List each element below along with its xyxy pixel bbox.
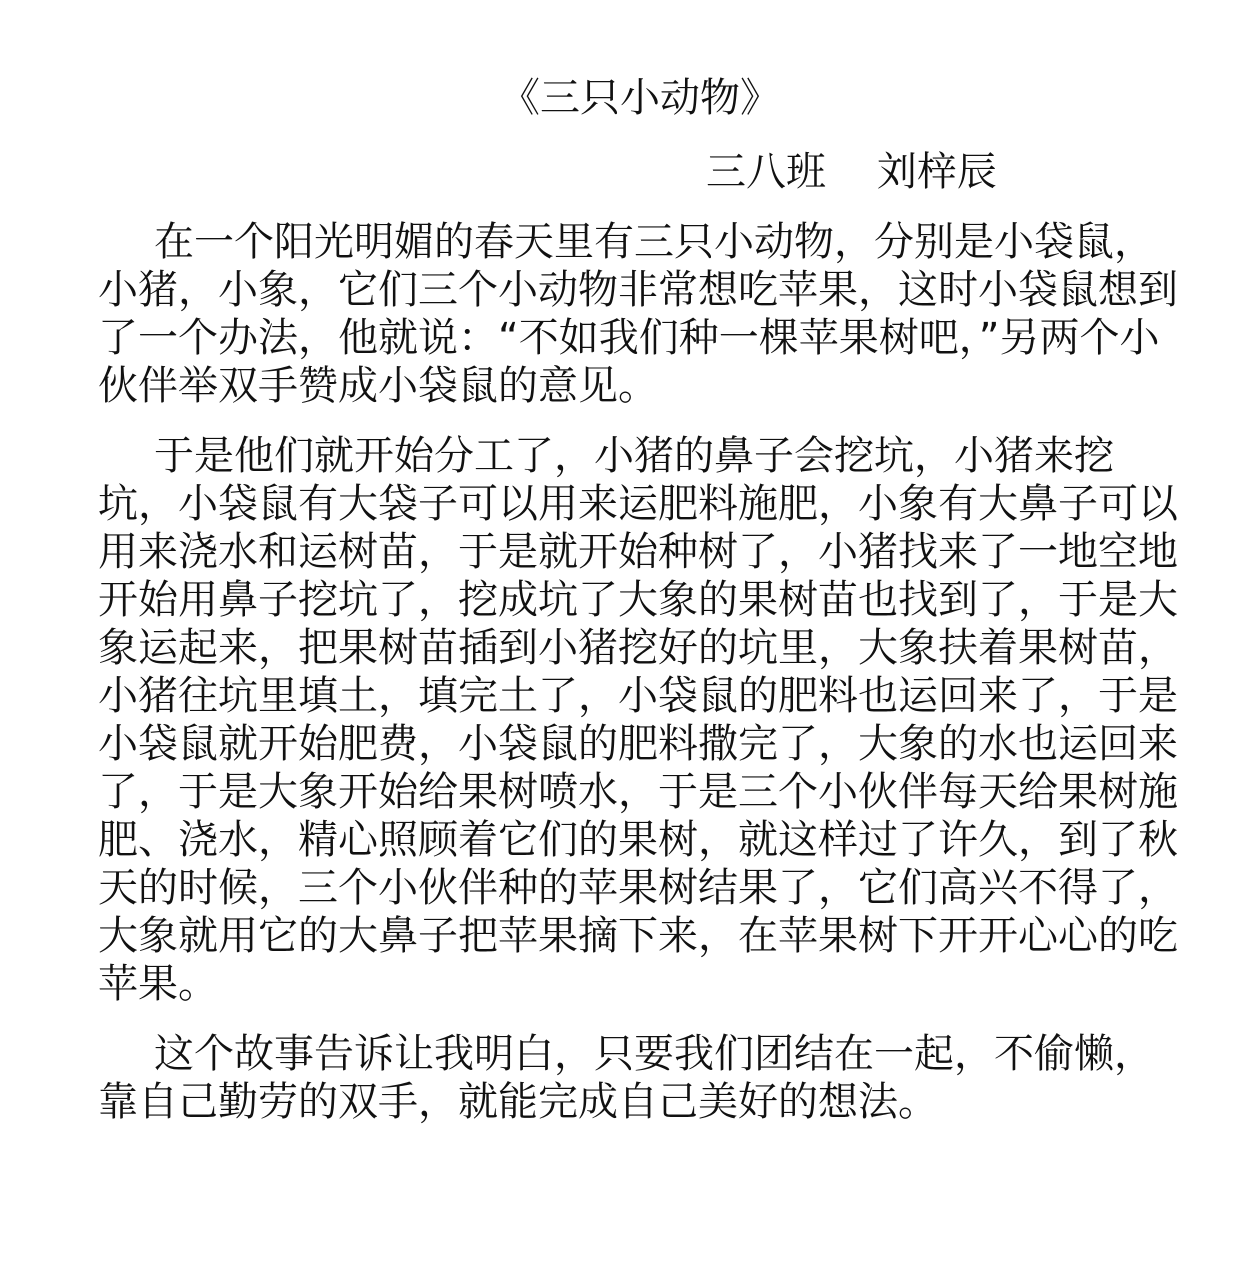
paragraph-1: 在一个阳光明媚的春天里有三只小动物，分别是小袋鼠，小猪，小象，它们三个小动物非常想吃苹果，这时小袋鼠想到了一个办法，他就说：“不如我们种一棵苹果树吧，”另两个小伙伴举双手赞成小袋鼠的意见。 <box>98 219 1178 409</box>
essay-title: 《三只小动物》 <box>500 75 780 121</box>
essay-body <box>98 218 1178 1148</box>
paragraph-2: 于是他们就开始分工了，小猪的鼻子会挖坑，小猪来挖坑，小袋鼠有大袋子可以用来运肥料施肥，小象有大鼻子可以用来浇水和运树苗，于是就开始种树了，小猪找来了一地空地开始用鼻子挖坑了，挖成坑了大象的果树苗也找到了，于是大象运起来，把果树苗插到小猪挖好的坑里，大象扶着果树苗，小猪往坑里填土，填完土了，小袋鼠的肥料也运回来了，于是小袋鼠就开始肥费，小袋鼠的肥料撒完了，大象的水也运回来了，于是大象开始给果树喷水，于是三个小伙伴每天给果树施肥、浇水，精心照顾着它们的果树，就这样过了许久，到了秋天的时候，三个小伙伴种的苹果树结果了，它们高兴不得了，大象就用它的大鼻子把苹果摘下来，在苹果树下开开心心的吃苹果。 <box>98 433 1178 1007</box>
paragraph-3: 这个故事告诉让我明白，只要我们团结在一起，不偷懒，靠自己勤劳的双手，就能完成自己美好的想法。 <box>98 1031 1154 1125</box>
author-byline: 三八班 刘梓辰 <box>706 149 997 195</box>
